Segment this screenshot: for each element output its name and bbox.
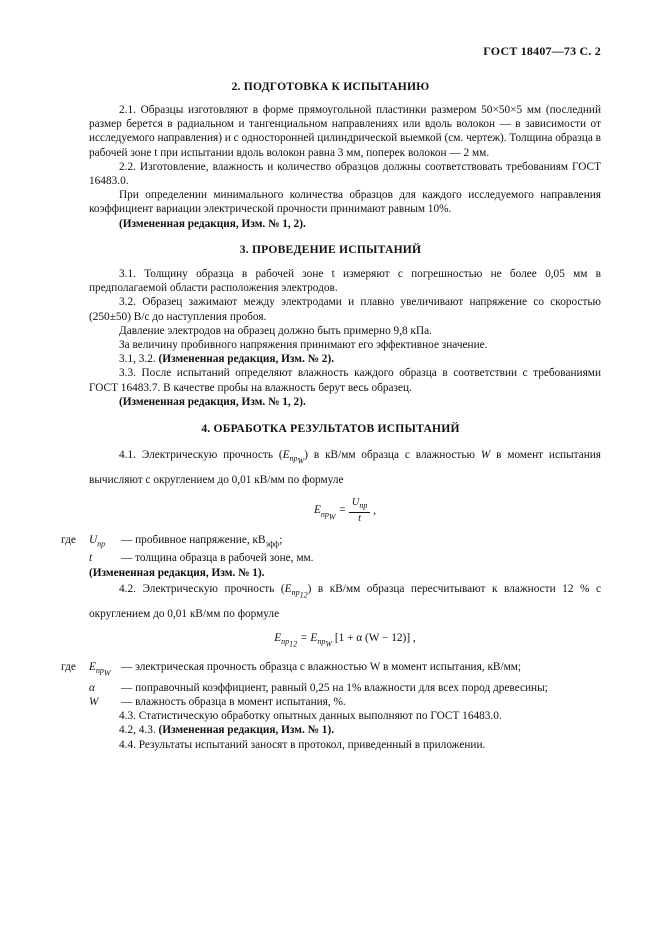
edit-note-text: (Измененная редакция, Изм. № 1). (158, 724, 335, 737)
fraction: $\frac{U_{пр}}{t}$ (349, 497, 371, 525)
paragraph-4-3: 4.3. Статистическую обработку опытных данных выполняют по ГОСТ 16483.0. (119, 710, 502, 723)
legend-4-2: где $E_{пр_W}—$ электрическая прочность образца с влажностью W в момент испытания, кВ/мм; α — поправочный коэффициент, равный 0,25 на 1% влажности для всех пород древесины; W — влажность образца в момент испытания, %. (61, 660, 548, 708)
paragraph-3-pressure: Давление электродов на образец должно быть примерно 9,8 кПа. (119, 324, 432, 337)
formula-4-2: $E_{пр_{12}} = E_{пр_W}$ [1 + α (W − 12)] , (274, 631, 416, 649)
section-3-title: 3. ПРОВЕДЕНИЕ ИСПЫТАНИЙ (239, 243, 422, 256)
edit-note (89, 723, 601, 737)
section-2-title: 2. ПОДГОТОВКА К ИСПЫТАНИЮ (231, 80, 430, 93)
section-4-body (61, 446, 602, 752)
section-4-title: 4. ОБРАБОТКА РЕЗУЛЬТАТОВ ИСПЫТАНИЙ (201, 422, 460, 435)
paragraph-4-4: 4.4. Результаты испытаний заносят в протокол, приведенный в приложении. (119, 738, 486, 751)
paragraph-3-3: 3.3. После испытаний определяют влажность каждого образца в соответствии с требованиями ГОСТ 16483.7. В качестве пробы на влажность берут весь образец. (89, 367, 601, 394)
paragraph-3-2: 3.2. Образец зажимают между электродами и плавно увеличивают напряжение со скоростью (250±50) В/с до наступления пробоя. (89, 296, 601, 323)
paragraph-3-1: 3.1. Толщину образца в рабочей зоне t измеряют с погрешностью не более 0,05 мм в предполагаемой области расположения электродов. (89, 268, 601, 295)
paragraph-4-2: 4.2. Электрическую прочность $(E_{пр_{12}})$ в кВ/мм образца пересчитывают к влажности 12 % с округлением до 0,01 кВ/мм по формуле (89, 582, 602, 620)
legend-4-1: где $U_{пр}$ — пробивное напряжение, $кВ_{эфф}$; t — толщина образца в рабочей зоне, мм. (61, 533, 314, 565)
section-3-body (89, 267, 601, 409)
edit-note-number: 4.2, 4.3. (119, 724, 156, 737)
paragraph-2-2: 2.2. Изготовление, влажность и количество образцов должны соответствовать требованиям ГОСТ 16483.0. (89, 160, 601, 188)
edit-note-text: (Измененная редакция, Изм. № 2). (158, 353, 335, 366)
paragraph-2-min: При определении минимального количества образцов для каждого исследуемого направления коэффициент вариации электрической прочности принимают равным 10%. (89, 189, 601, 216)
edit-note: (Измененная редакция, Изм. № 1). (89, 566, 265, 579)
paragraph-4-1: 4.1. Электрическую прочность $(E_{пр_W})$ в кВ/мм образца с влажностью W в момент испытания вычисляют с округлением до 0,01 кВ/мм по формуле (89, 449, 602, 486)
page-header: ГОСТ 18407—73 С. 2 (483, 44, 601, 58)
edit-note-number: 3.1, 3.2. (119, 353, 156, 366)
edit-note: (Измененная редакция, Изм. № 1, 2). (119, 217, 306, 230)
edit-note (89, 352, 601, 366)
edit-note: (Измененная редакция, Изм. № 1, 2). (119, 395, 306, 408)
paragraph-2-1: 2.1. Образцы изготовляют в форме прямоугольной пластинки размером 50×50×5 мм (последний размер берется в радиальном и тангенциальном направлениях или вдоль волокон — в зависимости от исследуемого направления) и с односторонней цилиндрической выемкой (см. чертеж). Толщина образца в рабочей зоне t при испытании вдоль волокон равна 3 мм, поперек волокон — 2 мм. (89, 104, 601, 159)
paragraph-3-voltage: За величину пробивного напряжения принимают его эффективное значение. (119, 339, 488, 352)
section-2-body (89, 103, 601, 231)
formula-4-1: $E_{пр_W}$ = $\frac{U_{пр}}{t}$ , (313, 496, 377, 524)
